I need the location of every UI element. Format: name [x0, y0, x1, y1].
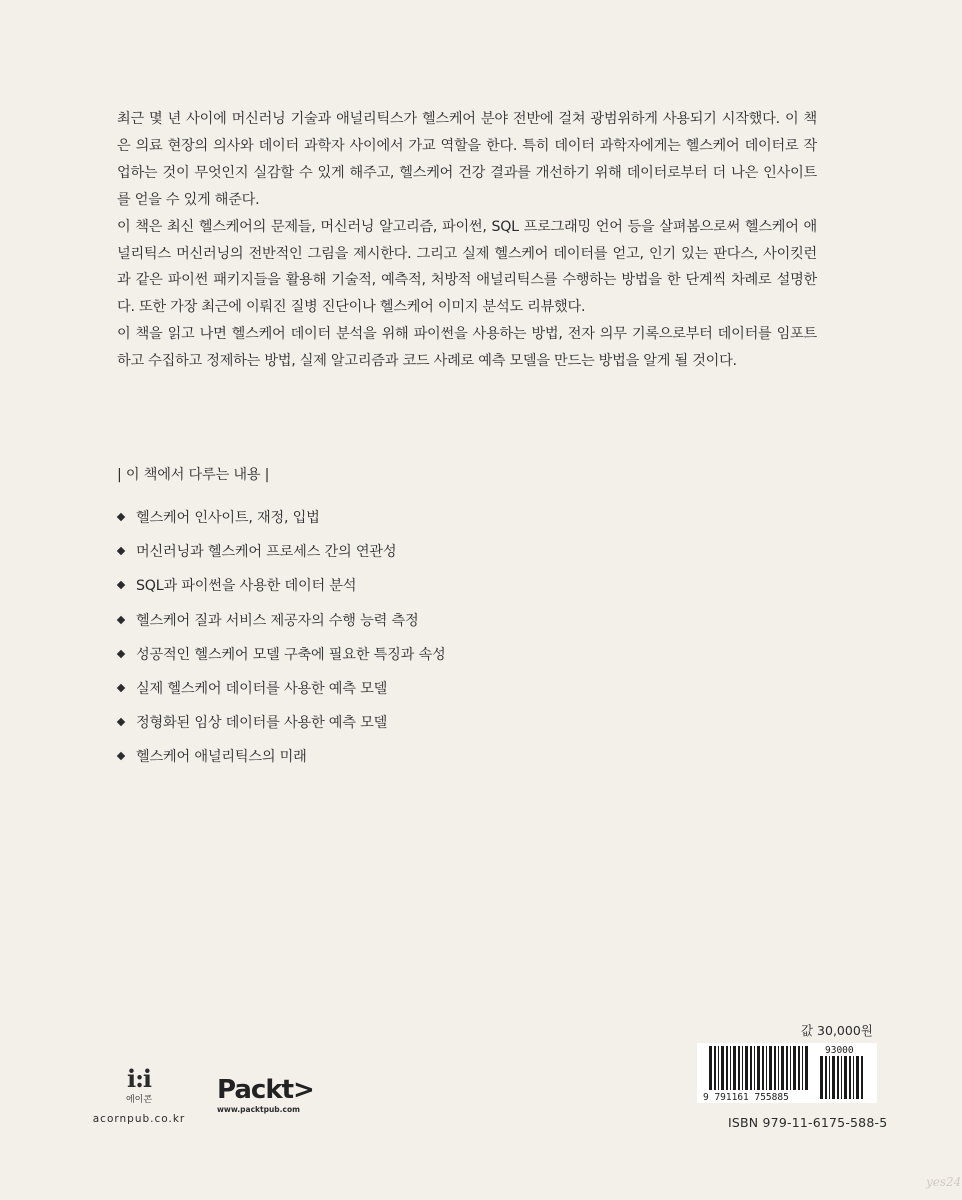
- barcode-bar: [714, 1046, 716, 1090]
- barcode-bar: [730, 1046, 731, 1090]
- toc-item: [117, 637, 445, 671]
- barcode-bar: [805, 1046, 808, 1090]
- diamond-bullet-icon: [117, 581, 125, 589]
- toc-list: [117, 500, 445, 774]
- toc-item: [117, 705, 445, 739]
- barcode-bar: [718, 1046, 719, 1090]
- diamond-bullet-icon: [117, 615, 125, 623]
- barcode-bar: [778, 1046, 779, 1090]
- barcode-bar: [856, 1056, 859, 1099]
- barcode-graphic: [697, 1043, 877, 1103]
- toc-item-label: 정형화된 임상 데이터를 사용한 예측 모델: [136, 715, 388, 732]
- barcode-bar: [754, 1046, 755, 1090]
- intro-paragraph-1: 최근 몇 년 사이에 머신러닝 기술과 애널리틱스가 헬스케어 분야 전반에 걸쳐 광범위하게 사용되기 시작했다. 이 책은 의료 현장의 의사와 데이터 과학자 사이에서 가교 역할을 한다. 특히 데이터 과학자에게는 헬스케어 데이터로 작업하는 것이 무엇인지 실감할 수 있게 해주고, 헬스케어 건강 결과를 개선하기 위해 데이터로부터 더 나은 인사이트를 얻을 수 있게 해준다.: [117, 111, 817, 208]
- diamond-bullet-icon: [117, 752, 125, 760]
- toc-item: [117, 671, 445, 705]
- acorn-publisher-logo: [84, 1064, 194, 1125]
- barcode-bar: [841, 1056, 842, 1099]
- barcode-bar: [837, 1056, 839, 1099]
- barcode-bar: [790, 1046, 791, 1090]
- barcode-bar: [742, 1046, 743, 1090]
- intro-text: [117, 106, 817, 375]
- toc-item-label: 머신러닝과 헬스케어 프로세스 간의 연관성: [136, 544, 397, 561]
- isbn-barcode: [697, 1043, 877, 1103]
- barcode-bar: [781, 1046, 784, 1090]
- barcode-bar: [766, 1046, 767, 1090]
- barcode-bar: [802, 1046, 803, 1090]
- barcode-bar: [832, 1056, 835, 1099]
- toc-item-label: 헬스케어 질과 서비스 제공자의 수행 능력 측정: [136, 612, 419, 629]
- barcode-bar: [721, 1046, 724, 1090]
- barcode-bar: [849, 1056, 851, 1099]
- barcode-bar: [829, 1056, 830, 1099]
- toc-heading: | 이 책에서 다루는 내용 |: [117, 467, 270, 483]
- toc-item-label: 헬스케어 인사이트, 재정, 입법: [136, 510, 320, 527]
- barcode-bar: [738, 1046, 740, 1090]
- toc-item: [117, 739, 445, 773]
- toc-item-label: 헬스케어 애널리틱스의 미래: [136, 749, 307, 766]
- watermark: yes24: [926, 1175, 962, 1189]
- diamond-bullet-icon: [117, 513, 125, 521]
- toc-item: [117, 568, 445, 602]
- barcode-bar: [733, 1046, 736, 1090]
- packt-logo-text: Packt>: [217, 1075, 314, 1105]
- barcode-bar: [786, 1046, 788, 1090]
- acorn-logo-name: 에이콘: [125, 1095, 153, 1105]
- price-label: 값 30,000원: [801, 1023, 873, 1038]
- barcode-bar: [774, 1046, 776, 1090]
- isbn-number: ISBN 979-11-6175-588-5: [728, 1115, 888, 1130]
- barcode-bar: [853, 1056, 854, 1099]
- packt-publisher-logo: [217, 1075, 314, 1114]
- acorn-url: acornpub.co.kr: [92, 1113, 186, 1125]
- barcode-bar: [762, 1046, 764, 1090]
- toc-item: [117, 500, 445, 534]
- barcode-bar: [745, 1046, 748, 1090]
- toc-item: [117, 603, 445, 637]
- barcode-bar: [825, 1056, 827, 1099]
- diamond-bullet-icon: [117, 547, 125, 555]
- acorn-logo-mark: i:i: [126, 1064, 152, 1093]
- barcode-bar: [798, 1046, 800, 1090]
- diamond-bullet-icon: [117, 684, 125, 692]
- toc-item: [117, 534, 445, 568]
- barcode-bar: [769, 1046, 772, 1090]
- barcode-main-digits: 9 791161 755885: [703, 1092, 789, 1103]
- barcode-bar: [709, 1046, 712, 1090]
- diamond-bullet-icon: [117, 650, 125, 658]
- toc-item-label: 성공적인 헬스케어 모델 구축에 필요한 특징과 속성: [136, 646, 446, 663]
- barcode-bar: [861, 1056, 863, 1099]
- toc-item-label: SQL과 파이썬을 사용한 데이터 분석: [136, 578, 357, 595]
- diamond-bullet-icon: [117, 718, 125, 726]
- intro-paragraph-3: 이 책을 읽고 나면 헬스케어 데이터 분석을 위해 파이썬을 사용하는 방법, 전자 의무 기록으로부터 데이터를 임포트하고 수집하고 정제하는 방법, 실제 알고리즘과 코드 사례로 예측 모델을 만드는 방법을 알게 될 것이다.: [117, 326, 817, 370]
- barcode-bar: [820, 1056, 823, 1099]
- intro-paragraph-2: 이 책은 최신 헬스케어의 문제들, 머신러닝 알고리즘, 파이썬, SQL 프로그래밍 언어 등을 살펴봄으로써 헬스케어 애널리틱스 머신러닝의 전반적인 그림을 제시한다. 그리고 실제 헬스케어 데이터를 얻고, 인기 있는 판다스, 사이킷런과 같은 파이썬 패키지들을 활용해 기술적, 예측적, 처방적 애널리틱스를 수행하는 방법을 한 단계씩 차례로 설명한다. 또한 가장 최근에 이뤄진 질병 진단이나 헬스케어 이미지 분석도 리뷰했다.: [117, 218, 817, 316]
- barcode-addon-digits: 93000: [825, 1045, 854, 1056]
- barcode-bar: [844, 1056, 847, 1099]
- packt-url: www.packtpub.com: [217, 1105, 300, 1114]
- barcode-bar: [793, 1046, 796, 1090]
- toc-item-label: 실제 헬스케어 데이터를 사용한 예측 모델: [136, 681, 388, 698]
- barcode-bar: [726, 1046, 728, 1090]
- barcode-bar: [750, 1046, 752, 1090]
- barcode-bar: [757, 1046, 760, 1090]
